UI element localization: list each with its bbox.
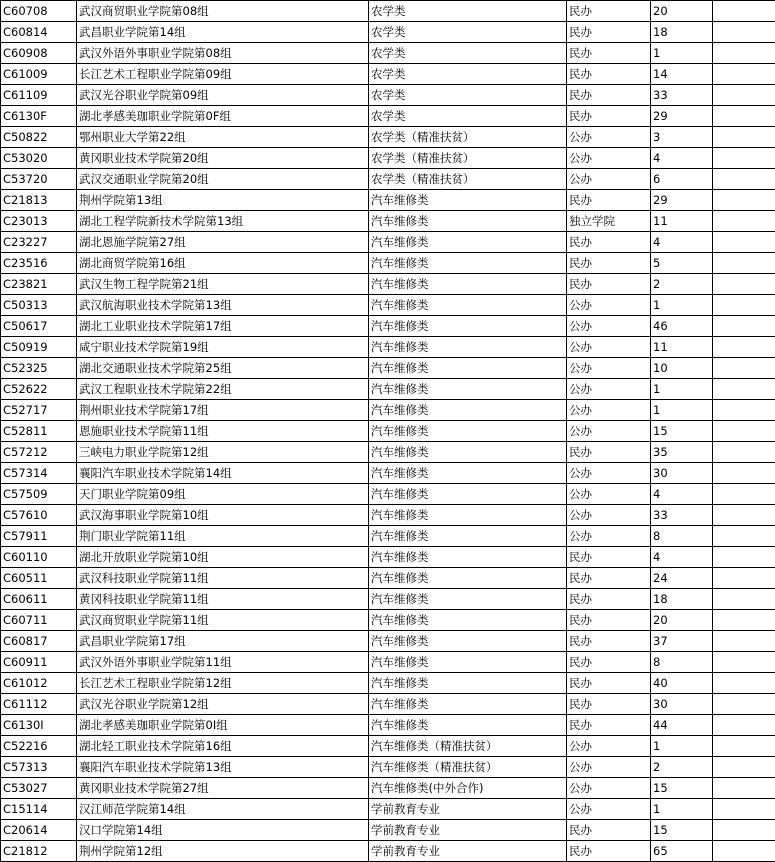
- group-code-cell: C53720: [1, 169, 77, 190]
- group-code-cell: C52325: [1, 358, 77, 379]
- remark-cell: [713, 526, 775, 547]
- school-type-cell: 民办: [567, 568, 651, 589]
- school-group-cell: 武昌职业学院第17组: [77, 631, 369, 652]
- table-row: [1, 337, 775, 358]
- table-row: [1, 631, 775, 652]
- table-row: [1, 22, 775, 43]
- table-row: [1, 652, 775, 673]
- remark-cell: [713, 190, 775, 211]
- school-type-cell: 民办: [567, 673, 651, 694]
- school-group-cell: 汉江师范学院第14组: [77, 799, 369, 820]
- table-row: [1, 694, 775, 715]
- school-type-cell: 民办: [567, 43, 651, 64]
- major-category-cell: 农学类: [369, 85, 567, 106]
- remark-cell: [713, 547, 775, 568]
- school-group-cell: 武汉光谷职业学院第12组: [77, 694, 369, 715]
- remark-cell: [713, 505, 775, 526]
- table-row: [1, 673, 775, 694]
- plan-count-cell: 14: [651, 64, 713, 85]
- school-group-cell: 三峡电力职业学院第12组: [77, 442, 369, 463]
- school-group-cell: 黄冈科技职业学院第11组: [77, 589, 369, 610]
- group-code-cell: C60611: [1, 589, 77, 610]
- school-type-cell: 民办: [567, 85, 651, 106]
- plan-count-cell: 15: [651, 820, 713, 841]
- table-row: [1, 421, 775, 442]
- school-group-cell: 汉口学院第14组: [77, 820, 369, 841]
- remark-cell: [713, 610, 775, 631]
- plan-count-cell: 33: [651, 505, 713, 526]
- major-category-cell: 汽车维修类: [369, 673, 567, 694]
- school-group-cell: 武汉商贸职业学院第08组: [77, 1, 369, 22]
- table-row: [1, 190, 775, 211]
- group-code-cell: C52216: [1, 736, 77, 757]
- school-type-cell: 民办: [567, 442, 651, 463]
- school-group-cell: 长江艺术工程职业学院第09组: [77, 64, 369, 85]
- major-category-cell: 汽车维修类: [369, 295, 567, 316]
- school-type-cell: 民办: [567, 841, 651, 862]
- school-type-cell: 公办: [567, 400, 651, 421]
- group-code-cell: C15114: [1, 799, 77, 820]
- school-group-cell: 湖北工业职业技术学院第17组: [77, 316, 369, 337]
- table-row: [1, 526, 775, 547]
- major-category-cell: 农学类（精准扶贫）: [369, 169, 567, 190]
- plan-count-cell: 15: [651, 421, 713, 442]
- school-group-cell: 黄冈职业技术学院第20组: [77, 148, 369, 169]
- remark-cell: [713, 1, 775, 22]
- remark-cell: [713, 820, 775, 841]
- school-group-cell: 武汉外语外事职业学院第11组: [77, 652, 369, 673]
- remark-cell: [713, 169, 775, 190]
- plan-count-cell: 46: [651, 316, 713, 337]
- remark-cell: [713, 841, 775, 862]
- plan-count-cell: 65: [651, 841, 713, 862]
- school-group-cell: 湖北恩施学院第27组: [77, 232, 369, 253]
- group-code-cell: C61012: [1, 673, 77, 694]
- remark-cell: [713, 379, 775, 400]
- remark-cell: [713, 421, 775, 442]
- school-group-cell: 武汉光谷职业学院第09组: [77, 85, 369, 106]
- major-category-cell: 汽车维修类: [369, 400, 567, 421]
- plan-count-cell: 40: [651, 673, 713, 694]
- school-group-cell: 荆门职业学院第11组: [77, 526, 369, 547]
- major-category-cell: 农学类: [369, 106, 567, 127]
- school-group-cell: 荆州学院第12组: [77, 841, 369, 862]
- school-type-cell: 公办: [567, 127, 651, 148]
- remark-cell: [713, 211, 775, 232]
- major-category-cell: 汽车维修类(中外合作): [369, 778, 567, 799]
- table-row: [1, 841, 775, 862]
- school-type-cell: 民办: [567, 547, 651, 568]
- plan-count-cell: 37: [651, 631, 713, 652]
- table-row: [1, 253, 775, 274]
- plan-count-cell: 8: [651, 652, 713, 673]
- major-category-cell: 汽车维修类（精准扶贫）: [369, 736, 567, 757]
- plan-count-cell: 4: [651, 484, 713, 505]
- table-row: [1, 547, 775, 568]
- major-category-cell: 汽车维修类（精准扶贫）: [369, 757, 567, 778]
- school-type-cell: 民办: [567, 190, 651, 211]
- school-type-cell: 公办: [567, 484, 651, 505]
- remark-cell: [713, 799, 775, 820]
- group-code-cell: C52622: [1, 379, 77, 400]
- school-type-cell: 民办: [567, 22, 651, 43]
- major-category-cell: 汽车维修类: [369, 694, 567, 715]
- school-group-cell: 黄冈职业技术学院第27组: [77, 778, 369, 799]
- table-row: [1, 295, 775, 316]
- school-group-cell: 湖北轻工职业技术学院第16组: [77, 736, 369, 757]
- table-row: [1, 778, 775, 799]
- table-row: [1, 64, 775, 85]
- table-row: [1, 85, 775, 106]
- remark-cell: [713, 715, 775, 736]
- remark-cell: [713, 568, 775, 589]
- table-body: [1, 1, 775, 862]
- school-group-cell: 武汉外语外事职业学院第08组: [77, 43, 369, 64]
- remark-cell: [713, 274, 775, 295]
- remark-cell: [713, 631, 775, 652]
- major-category-cell: 学前教育专业: [369, 841, 567, 862]
- major-category-cell: 汽车维修类: [369, 442, 567, 463]
- group-code-cell: C60511: [1, 568, 77, 589]
- remark-cell: [713, 778, 775, 799]
- plan-count-cell: 44: [651, 715, 713, 736]
- remark-cell: [713, 148, 775, 169]
- table-row: [1, 211, 775, 232]
- group-code-cell: C23821: [1, 274, 77, 295]
- remark-cell: [713, 316, 775, 337]
- remark-cell: [713, 757, 775, 778]
- table-row: [1, 715, 775, 736]
- plan-count-cell: 30: [651, 694, 713, 715]
- group-code-cell: C21813: [1, 190, 77, 211]
- group-code-cell: C57911: [1, 526, 77, 547]
- major-category-cell: 汽车维修类: [369, 211, 567, 232]
- school-type-cell: 民办: [567, 715, 651, 736]
- school-type-cell: 民办: [567, 1, 651, 22]
- school-group-cell: 荆州职业技术学院第17组: [77, 400, 369, 421]
- school-group-cell: 襄阳汽车职业技术学院第14组: [77, 463, 369, 484]
- table-row: [1, 484, 775, 505]
- school-type-cell: 民办: [567, 64, 651, 85]
- school-group-cell: 荆州学院第13组: [77, 190, 369, 211]
- group-code-cell: C60711: [1, 610, 77, 631]
- table-row: [1, 757, 775, 778]
- major-category-cell: 汽车维修类: [369, 232, 567, 253]
- remark-cell: [713, 127, 775, 148]
- school-group-cell: 武汉航海职业技术学院第13组: [77, 295, 369, 316]
- table-row: [1, 736, 775, 757]
- school-group-cell: 武汉科技职业学院第11组: [77, 568, 369, 589]
- table-row: [1, 799, 775, 820]
- remark-cell: [713, 442, 775, 463]
- major-category-cell: 汽车维修类: [369, 610, 567, 631]
- remark-cell: [713, 337, 775, 358]
- plan-count-cell: 1: [651, 400, 713, 421]
- group-code-cell: C57313: [1, 757, 77, 778]
- school-group-cell: 武汉工程职业技术学院第22组: [77, 379, 369, 400]
- school-type-cell: 公办: [567, 421, 651, 442]
- remark-cell: [713, 400, 775, 421]
- remark-cell: [713, 22, 775, 43]
- school-group-cell: 湖北开放职业学院第10组: [77, 547, 369, 568]
- school-type-cell: 公办: [567, 148, 651, 169]
- group-code-cell: C52717: [1, 400, 77, 421]
- plan-count-cell: 5: [651, 253, 713, 274]
- school-type-cell: 民办: [567, 253, 651, 274]
- table-row: [1, 463, 775, 484]
- plan-count-cell: 4: [651, 232, 713, 253]
- plan-count-cell: 4: [651, 547, 713, 568]
- plan-count-cell: 20: [651, 610, 713, 631]
- group-code-cell: C57509: [1, 484, 77, 505]
- major-category-cell: 汽车维修类: [369, 316, 567, 337]
- school-group-cell: 武汉商贸职业学院第11组: [77, 610, 369, 631]
- remark-cell: [713, 673, 775, 694]
- school-group-cell: 恩施职业技术学院第11组: [77, 421, 369, 442]
- school-group-cell: 咸宁职业技术学院第19组: [77, 337, 369, 358]
- table-row: [1, 316, 775, 337]
- group-code-cell: C50313: [1, 295, 77, 316]
- remark-cell: [713, 106, 775, 127]
- school-type-cell: 民办: [567, 610, 651, 631]
- group-code-cell: C6130I: [1, 715, 77, 736]
- group-code-cell: C57610: [1, 505, 77, 526]
- school-group-cell: 湖北工程学院新技术学院第13组: [77, 211, 369, 232]
- plan-count-cell: 29: [651, 190, 713, 211]
- table-row: [1, 43, 775, 64]
- table-row: [1, 274, 775, 295]
- major-category-cell: 农学类（精准扶贫）: [369, 127, 567, 148]
- plan-count-cell: 8: [651, 526, 713, 547]
- plan-count-cell: 1: [651, 799, 713, 820]
- group-code-cell: C60814: [1, 22, 77, 43]
- plan-count-cell: 1: [651, 736, 713, 757]
- group-code-cell: C50617: [1, 316, 77, 337]
- group-code-cell: C20614: [1, 820, 77, 841]
- plan-count-cell: 1: [651, 379, 713, 400]
- school-type-cell: 公办: [567, 505, 651, 526]
- school-group-cell: 湖北交通职业技术学院第25组: [77, 358, 369, 379]
- remark-cell: [713, 85, 775, 106]
- plan-count-cell: 35: [651, 442, 713, 463]
- school-type-cell: 公办: [567, 316, 651, 337]
- major-category-cell: 农学类: [369, 64, 567, 85]
- major-category-cell: 农学类（精准扶贫）: [369, 148, 567, 169]
- table-row: [1, 505, 775, 526]
- plan-count-cell: 1: [651, 295, 713, 316]
- school-type-cell: 民办: [567, 631, 651, 652]
- school-type-cell: 公办: [567, 379, 651, 400]
- group-code-cell: C23516: [1, 253, 77, 274]
- school-type-cell: 公办: [567, 799, 651, 820]
- school-group-cell: 武汉交通职业学院第20组: [77, 169, 369, 190]
- table-row: [1, 400, 775, 421]
- school-group-cell: 湖北孝感美珈职业学院第0I组: [77, 715, 369, 736]
- school-type-cell: 民办: [567, 589, 651, 610]
- plan-count-cell: 20: [651, 1, 713, 22]
- table-row: [1, 610, 775, 631]
- table-row: [1, 568, 775, 589]
- school-type-cell: 民办: [567, 274, 651, 295]
- school-group-cell: 襄阳汽车职业技术学院第13组: [77, 757, 369, 778]
- school-type-cell: 公办: [567, 757, 651, 778]
- group-code-cell: C61109: [1, 85, 77, 106]
- school-group-cell: 湖北孝感美珈职业学院第0F组: [77, 106, 369, 127]
- school-type-cell: 公办: [567, 295, 651, 316]
- school-type-cell: 公办: [567, 736, 651, 757]
- major-category-cell: 农学类: [369, 22, 567, 43]
- plan-count-cell: 11: [651, 211, 713, 232]
- school-type-cell: 公办: [567, 778, 651, 799]
- remark-cell: [713, 358, 775, 379]
- plan-count-cell: 30: [651, 463, 713, 484]
- school-type-cell: 公办: [567, 463, 651, 484]
- group-code-cell: C6130F: [1, 106, 77, 127]
- major-category-cell: 汽车维修类: [369, 337, 567, 358]
- group-code-cell: C60110: [1, 547, 77, 568]
- table-row: [1, 442, 775, 463]
- school-group-cell: 武汉生物工程学院第21组: [77, 274, 369, 295]
- plan-count-cell: 24: [651, 568, 713, 589]
- table-row: [1, 589, 775, 610]
- remark-cell: [713, 64, 775, 85]
- table-row: [1, 169, 775, 190]
- plan-count-cell: 11: [651, 337, 713, 358]
- major-category-cell: 汽车维修类: [369, 190, 567, 211]
- group-code-cell: C23013: [1, 211, 77, 232]
- school-group-cell: 湖北商贸学院第16组: [77, 253, 369, 274]
- major-category-cell: 汽车维修类: [369, 358, 567, 379]
- school-type-cell: 公办: [567, 169, 651, 190]
- table-row: [1, 1, 775, 22]
- plan-count-cell: 2: [651, 757, 713, 778]
- group-code-cell: C61009: [1, 64, 77, 85]
- major-category-cell: 汽车维修类: [369, 589, 567, 610]
- plan-count-cell: 2: [651, 274, 713, 295]
- school-group-cell: 武汉海事职业学院第10组: [77, 505, 369, 526]
- plan-count-cell: 33: [651, 85, 713, 106]
- major-category-cell: 汽车维修类: [369, 421, 567, 442]
- major-category-cell: 汽车维修类: [369, 463, 567, 484]
- plan-count-cell: 18: [651, 589, 713, 610]
- group-code-cell: C50822: [1, 127, 77, 148]
- group-code-cell: C52811: [1, 421, 77, 442]
- major-category-cell: 学前教育专业: [369, 820, 567, 841]
- school-type-cell: 民办: [567, 694, 651, 715]
- plan-count-cell: 29: [651, 106, 713, 127]
- school-group-cell: 天门职业学院第09组: [77, 484, 369, 505]
- major-category-cell: 汽车维修类: [369, 379, 567, 400]
- group-code-cell: C53020: [1, 148, 77, 169]
- major-category-cell: 农学类: [369, 1, 567, 22]
- remark-cell: [713, 295, 775, 316]
- group-code-cell: C57314: [1, 463, 77, 484]
- major-category-cell: 汽车维修类: [369, 274, 567, 295]
- major-category-cell: 汽车维修类: [369, 484, 567, 505]
- table-row: [1, 820, 775, 841]
- major-category-cell: 汽车维修类: [369, 631, 567, 652]
- remark-cell: [713, 589, 775, 610]
- table-row: [1, 148, 775, 169]
- group-code-cell: C60908: [1, 43, 77, 64]
- table-row: [1, 106, 775, 127]
- school-group-cell: 武昌职业学院第14组: [77, 22, 369, 43]
- group-code-cell: C53027: [1, 778, 77, 799]
- major-category-cell: 汽车维修类: [369, 253, 567, 274]
- plan-count-cell: 3: [651, 127, 713, 148]
- remark-cell: [713, 253, 775, 274]
- school-group-cell: 长江艺术工程职业学院第12组: [77, 673, 369, 694]
- group-code-cell: C60911: [1, 652, 77, 673]
- school-type-cell: 公办: [567, 358, 651, 379]
- remark-cell: [713, 652, 775, 673]
- remark-cell: [713, 736, 775, 757]
- remark-cell: [713, 463, 775, 484]
- table-row: [1, 358, 775, 379]
- major-category-cell: 汽车维修类: [369, 547, 567, 568]
- remark-cell: [713, 232, 775, 253]
- plan-count-cell: 1: [651, 43, 713, 64]
- school-type-cell: 独立学院: [567, 211, 651, 232]
- remark-cell: [713, 694, 775, 715]
- school-type-cell: 公办: [567, 337, 651, 358]
- school-group-cell: 鄂州职业大学第22组: [77, 127, 369, 148]
- major-category-cell: 汽车维修类: [369, 505, 567, 526]
- major-category-cell: 汽车维修类: [369, 526, 567, 547]
- group-code-cell: C61112: [1, 694, 77, 715]
- major-category-cell: 汽车维修类: [369, 715, 567, 736]
- major-category-cell: 汽车维修类: [369, 568, 567, 589]
- remark-cell: [713, 484, 775, 505]
- group-code-cell: C60817: [1, 631, 77, 652]
- school-type-cell: 民办: [567, 232, 651, 253]
- group-code-cell: C23227: [1, 232, 77, 253]
- school-type-cell: 公办: [567, 526, 651, 547]
- school-type-cell: 民办: [567, 106, 651, 127]
- table-row: [1, 379, 775, 400]
- plan-count-cell: 6: [651, 169, 713, 190]
- plan-count-cell: 18: [651, 22, 713, 43]
- group-code-cell: C57212: [1, 442, 77, 463]
- group-code-cell: C50919: [1, 337, 77, 358]
- table-row: [1, 232, 775, 253]
- group-code-cell: C21812: [1, 841, 77, 862]
- school-type-cell: 民办: [567, 820, 651, 841]
- plan-count-cell: 4: [651, 148, 713, 169]
- plan-count-cell: 15: [651, 778, 713, 799]
- plan-count-cell: 10: [651, 358, 713, 379]
- major-category-cell: 汽车维修类: [369, 652, 567, 673]
- school-type-cell: 民办: [567, 652, 651, 673]
- table-row: [1, 127, 775, 148]
- group-code-cell: C60708: [1, 1, 77, 22]
- remark-cell: [713, 43, 775, 64]
- major-category-cell: 农学类: [369, 43, 567, 64]
- major-category-cell: 学前教育专业: [369, 799, 567, 820]
